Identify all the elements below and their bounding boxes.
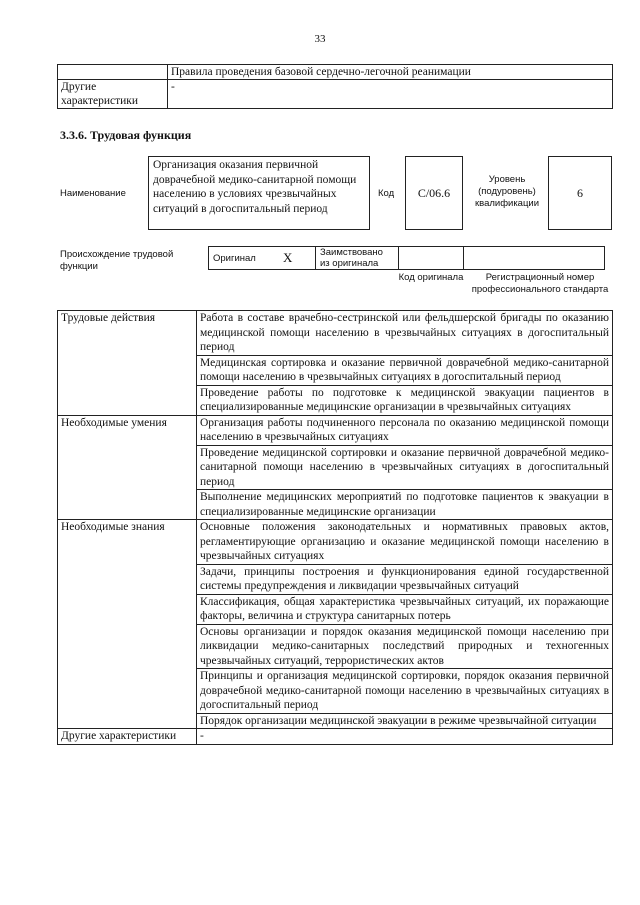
requirement-item: Проведение медицинской сортировки и оказание первичной доврачебной медико-санитарной помощи населению в чрезвычайных ситуациях в догоспитальный период xyxy=(197,445,613,490)
requirement-item: Классификация, общая характеристика чрезвычайных ситуаций, их поражающие факторы, величина и структура санитарных потерь xyxy=(197,594,613,624)
requirements-table xyxy=(57,310,613,745)
section-heading: 3.3.6. Трудовая функция xyxy=(60,128,192,142)
table-row xyxy=(209,247,605,270)
origin-table xyxy=(208,246,605,270)
requirement-item: Принципы и организация медицинской сортировки, порядок оказания первичной доврачебной медико-санитарной помощи населению в чрезвычайных ситуациях в догоспитальный период xyxy=(197,669,613,714)
requirement-item: Медицинская сортировка и оказание первичной доврачебной медико-санитарной помощи населению в чрезвычайных ситуациях в догоспитальный период xyxy=(197,355,613,385)
origin-label: Происхождение трудовой функции xyxy=(60,249,174,272)
requirement-item: Выполнение медицинских мероприятий по подготовке пациентов к эвакуации в специализированные медицинские организации xyxy=(197,490,613,520)
requirement-item: Основные положения законодательных и нормативных правовых актов, регламентирующие организацию и оказание медицинской помощи населению в чрезвычайных ситуациях xyxy=(197,520,613,565)
code-original-cell xyxy=(399,247,464,270)
requirements-body xyxy=(58,311,613,745)
requirement-label: Необходимые знания xyxy=(58,520,197,729)
name-label: Наименование xyxy=(60,188,126,199)
requirement-label: Другие характеристики xyxy=(58,729,197,745)
table-row xyxy=(58,520,613,565)
function-name-box: Организация оказания первичной доврачебной медико-санитарной помощи населению в условиях чрезвычайных ситуаций в догоспитальный период xyxy=(148,156,370,230)
requirement-item: Основы организации и порядок оказания медицинской помощи населению при ликвидации медико-санитарных последствий природных и техногенных чрезвычайных ситуаций, террористических актов xyxy=(197,624,613,669)
top-table xyxy=(57,64,613,109)
requirement-item: Работа в составе врачебно-сестринской или фельдшерской бригады по оказанию медицинской помощи населению в чрезвычайных ситуациях в догоспитальный период xyxy=(197,311,613,356)
code-label: Код xyxy=(378,188,395,199)
level-box: 6 xyxy=(548,156,612,230)
table-row xyxy=(58,729,613,745)
row-label: Другие характеристики xyxy=(58,80,168,109)
table-cell: Правила проведения базовой сердечно-легочной реанимации xyxy=(168,65,613,80)
original-mark: X xyxy=(279,247,316,270)
empty-cell xyxy=(58,65,168,80)
borrowed-label: Заимствовано из оригинала xyxy=(316,247,399,270)
requirement-label: Трудовые действия xyxy=(58,311,197,416)
table-cell: - xyxy=(168,80,613,109)
requirement-item: Проведение работы по подготовке к медицинской эвакуации пациентов в специализированные медицинские организации в чрезвычайных ситуациях xyxy=(197,385,613,415)
page-number: 33 xyxy=(314,33,326,45)
requirement-label: Необходимые умения xyxy=(58,415,197,520)
level-label: Уровень (подуровень) квалификации xyxy=(474,174,540,209)
table-row xyxy=(58,80,613,109)
requirement-item: Порядок организации медицинской эвакуации в режиме чрезвычайной ситуации xyxy=(197,713,613,729)
reg-number-label: Регистрационный номер профессионального стандарта xyxy=(471,272,609,295)
table-row xyxy=(58,65,613,80)
code-box: C/06.6 xyxy=(405,156,463,230)
reg-number-cell xyxy=(464,247,605,270)
table-row xyxy=(58,311,613,356)
code-original-label: Код оригинала xyxy=(398,272,464,283)
requirement-item: Задачи, принципы построения и функционирования единой государственной системы предупреждения и ликвидации чрезвычайных ситуаций xyxy=(197,564,613,594)
requirement-item: - xyxy=(197,729,613,745)
requirement-item: Организация работы подчиненного персонала по оказанию медицинской помощи населению в чрезвычайных ситуациях xyxy=(197,415,613,445)
original-label: Оригинал xyxy=(209,247,280,270)
table-row xyxy=(58,415,613,445)
